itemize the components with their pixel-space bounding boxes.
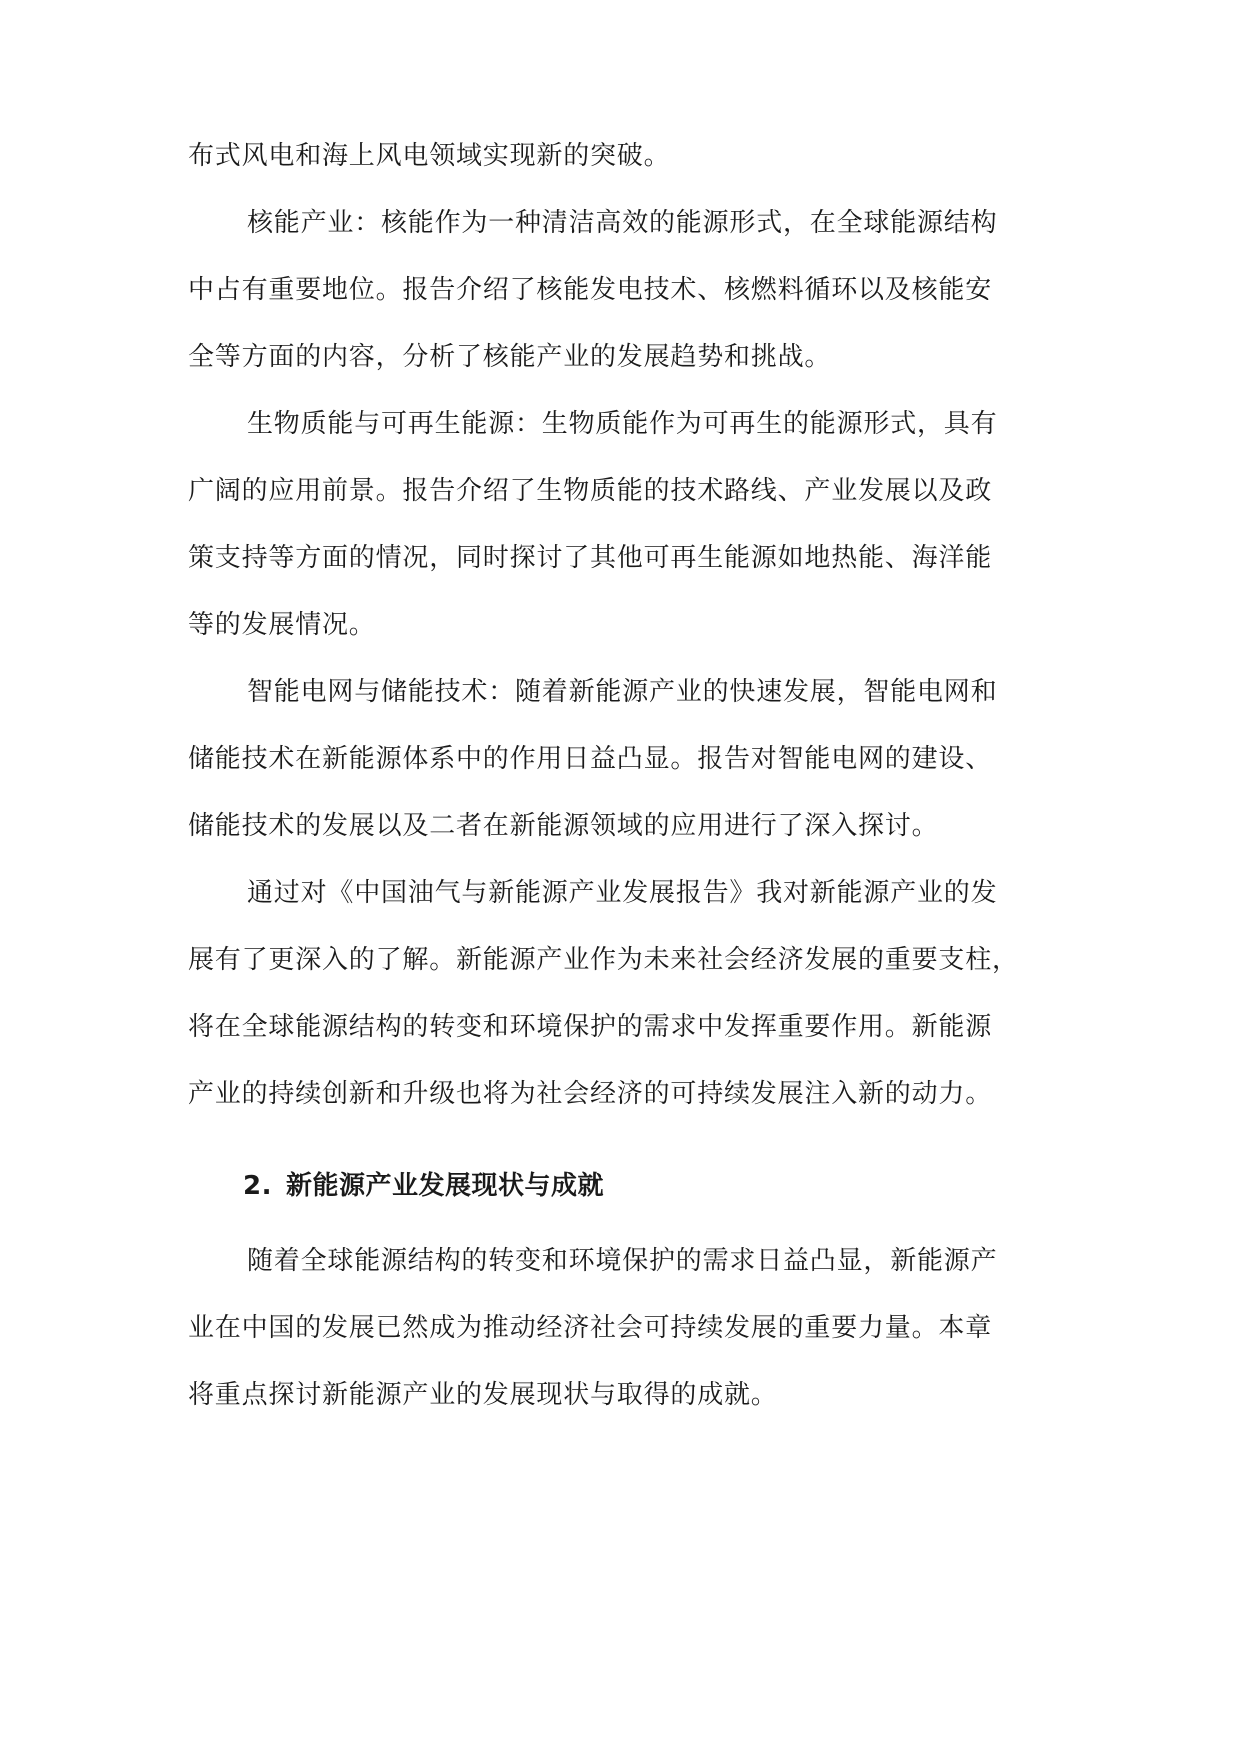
paragraph-line: 中占有重要地位。报告介绍了核能发电技术、核燃料循环以及核能安 (188, 275, 993, 305)
section-title: 新能源产业发展现状与成就 (285, 1171, 604, 1201)
paragraph-line: 将在全球能源结构的转变和环境保护的需求中发挥重要作用。新能源 (188, 1012, 993, 1042)
paragraph-line: 广阔的应用前景。报告介绍了生物质能的技术路线、产业发展以及政 (188, 476, 993, 506)
paragraph-line: 核能产业：核能作为一种清洁高效的能源形式，在全球能源结构 (247, 208, 998, 238)
paragraph-line: 储能技术在新能源体系中的作用日益凸显。报告对智能电网的建设、 (188, 744, 993, 774)
paragraph-line: 全等方面的内容，分析了核能产业的发展趋势和挑战。 (188, 342, 832, 372)
paragraph-line: 将重点探讨新能源产业的发展现状与取得的成就。 (188, 1380, 778, 1410)
section-heading (243, 1166, 604, 1206)
paragraph-line: 智能电网与储能技术：随着新能源产业的快速发展，智能电网和 (247, 677, 998, 707)
paragraph-line: 储能技术的发展以及二者在新能源领域的应用进行了深入探讨。 (188, 811, 939, 841)
paragraph-line: 产业的持续创新和升级也将为社会经济的可持续发展注入新的动力。 (188, 1079, 993, 1109)
paragraph-line: 随着全球能源结构的转变和环境保护的需求日益凸显，新能源产 (247, 1246, 998, 1276)
paragraph-line: 布式风电和海上风电领域实现新的突破。 (188, 141, 671, 171)
paragraph-line: 展有了更深入的了解。新能源产业作为未来社会经济发展的重要支柱， (188, 945, 1019, 975)
paragraph-line: 业在中国的发展已然成为推动经济社会可持续发展的重要力量。本章 (188, 1313, 993, 1343)
paragraph-line: 策支持等方面的情况，同时探讨了其他可再生能源如地热能、海洋能 (188, 543, 993, 573)
paragraph-line: 生物质能与可再生能源：生物质能作为可再生的能源形式，具有 (247, 409, 998, 439)
section-number: 2. (243, 1171, 272, 1201)
paragraph-line: 通过对《中国油气与新能源产业发展报告》我对新能源产业的发 (247, 878, 998, 908)
paragraph-line: 等的发展情况。 (188, 610, 376, 640)
